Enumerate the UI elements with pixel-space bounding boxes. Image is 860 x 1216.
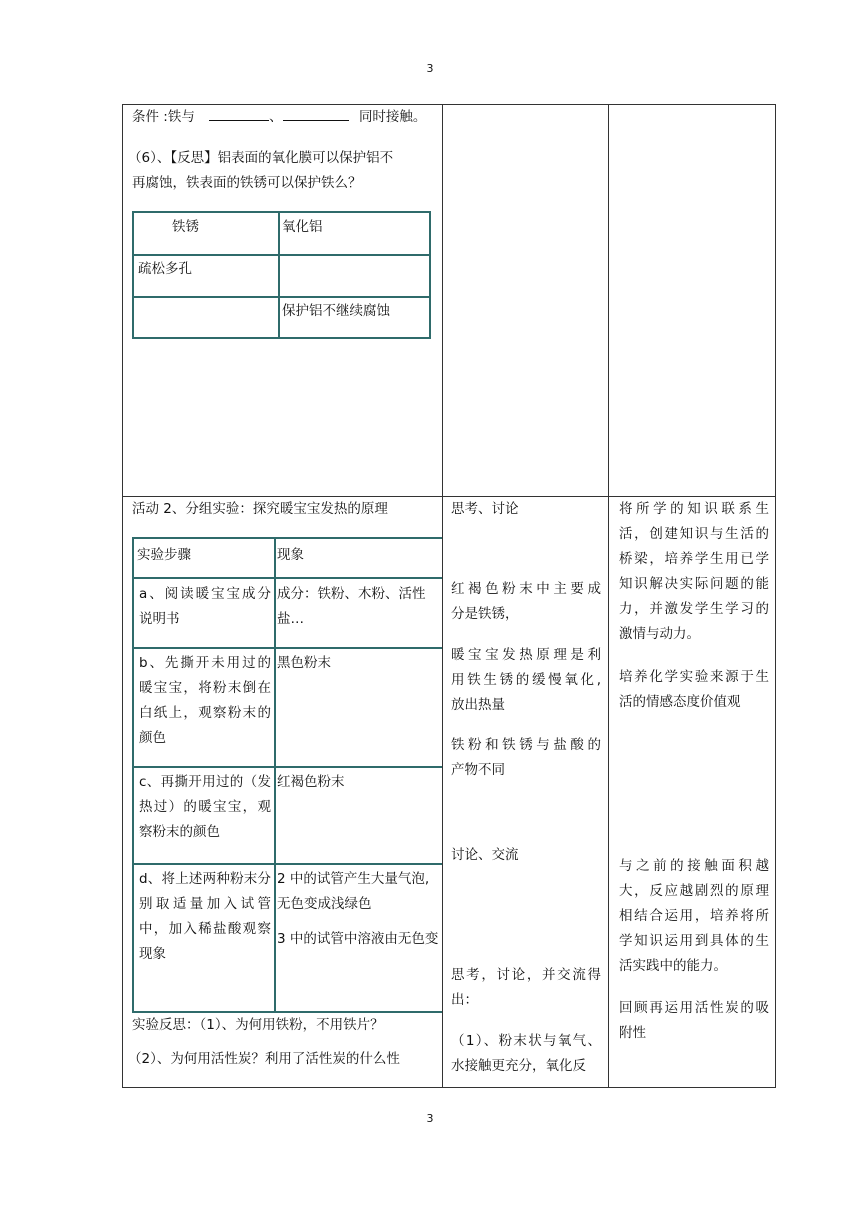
header-alumina: 氧化铝 (282, 219, 323, 235)
goal3-line: 大，反应越剧烈的原理 (619, 883, 769, 899)
rust-line: 红褐色粉末中主要成 (451, 581, 601, 597)
step-d-line: 别取适量加入试管 (139, 896, 271, 912)
goal3-line: 活实践中的能力。 (619, 958, 727, 974)
goal1-line: 将所学的知识联系生 (619, 501, 769, 517)
goal3-line: 与之前的接触面积越 (619, 858, 769, 874)
phenom-d (277, 867, 438, 952)
table-row-divider-4 (134, 863, 442, 865)
condition-prefix: 条件 :铁与 (132, 109, 195, 125)
hand-warmer-experiment-table (132, 537, 442, 1013)
step-d-line: 现象 (139, 946, 166, 962)
step-a (139, 582, 271, 632)
step-c-line: 热过）的暖宝宝，观 (139, 799, 271, 815)
step-c (139, 770, 271, 845)
phenom-c (277, 770, 345, 795)
step-c-line: c、再撕开用过的（发 (139, 774, 271, 790)
step-d-line: d、将上述两种粉末分 (139, 871, 271, 887)
goal1-line: 桥梁，培养学生用已学 (619, 551, 769, 567)
table-row-divider-2 (134, 296, 429, 298)
point1-line: 水接触更充分，氧化反 (451, 1058, 586, 1074)
goal1-line: 活，创建知识与生活的 (619, 526, 769, 542)
goal1-line: 激情与动力。 (619, 626, 700, 642)
phenom-d-line: 无色变成浅绿色 (277, 896, 372, 912)
rust-vs-alumina-table (132, 211, 431, 339)
table-col-divider (274, 539, 276, 1011)
principle-line: 用铁生锈的缓慢氧化, (451, 672, 601, 688)
step-c-line: 察粉末的颜色 (139, 824, 220, 840)
condition-separator: 、 (269, 109, 283, 125)
header-step: 实验步骤 (137, 547, 191, 563)
step-b (139, 651, 271, 751)
page-number-bottom: 3 (426, 1112, 434, 1125)
table-row-divider-1 (134, 254, 429, 256)
phenom-b-line: 黑色粉末 (277, 655, 331, 671)
row1-activity-cell (123, 105, 442, 496)
goal1-line: 知识解决实际问题的能 (619, 576, 769, 592)
intent-surface-area (619, 854, 769, 979)
goal4-line: 附性 (619, 1025, 646, 1041)
conclude-line: 出： (451, 992, 478, 1008)
phenom-d-line: 2 中的试管产生大量气泡, (277, 871, 430, 887)
table-row-divider-2 (134, 647, 442, 649)
page-number-top: 3 (426, 62, 434, 75)
goal4-line: 回顾再运用活性炭的吸 (619, 1000, 769, 1016)
table-row-divider-1 (134, 577, 442, 579)
intent-connect-life (619, 497, 769, 647)
phenom-a-line: 盐… (277, 611, 304, 627)
phenom-c-line: 红褐色粉末 (277, 774, 345, 790)
step-d (139, 867, 271, 967)
header-rust: 铁锈 (172, 219, 199, 235)
condition-blank-1[interactable] (209, 106, 269, 121)
phenom-d-line: 3 中的试管中溶液由无色变 (277, 931, 439, 947)
conclusion-intro (451, 963, 601, 1013)
discuss-exchange: 讨论、交流 (451, 847, 519, 863)
student-activity-cell (443, 497, 608, 1087)
rust-line: 分是铁锈， (451, 606, 519, 622)
goal3-line: 相结合运用，培养将所 (619, 908, 769, 924)
goal2-line: 活的情感态度价值观 (619, 694, 741, 710)
think-discuss: 思考、讨论 (451, 501, 519, 517)
experiment-reflection-1: 实验反思：（1）、为何用铁粉，不用铁片？ (132, 1017, 384, 1033)
row2-activity-cell (123, 497, 442, 1087)
design-intent-cell (609, 497, 775, 1087)
experiment-reflection-2: （2）、为何用活性炭？利用了活性炭的什么性 (128, 1051, 400, 1067)
rust-porous: 疏松多孔 (138, 261, 192, 277)
acid-line: 产物不同 (451, 762, 505, 778)
goal2-line: 培养化学实验来源于生 (619, 669, 769, 685)
phenom-b (277, 651, 331, 676)
table-col-divider (278, 213, 280, 337)
rust-conclusion (451, 577, 601, 627)
condition-line (132, 105, 426, 130)
condition-blank-2[interactable] (283, 106, 349, 121)
step-b-line: 颜色 (139, 730, 166, 746)
conclude-line: 思考，讨论，并交流得 (451, 967, 601, 983)
step-b-line: b、先撕开未用过的 (139, 655, 271, 671)
step-b-line: 白纸上，观察粉末的 (139, 705, 271, 721)
step-a-line: 说明书 (139, 611, 180, 627)
principle-line: 暖宝宝发热原理是利 (451, 647, 601, 663)
goal3-line: 学知识运用到具体的生 (619, 933, 769, 949)
phenom-a (277, 582, 426, 632)
heating-principle (451, 643, 601, 718)
point1-line: （1）、粉末状与氧气、 (451, 1033, 601, 1049)
reflect-line-2: 再腐蚀，铁表面的铁锈可以保护铁么？ (132, 175, 362, 191)
header-phenomenon: 现象 (277, 547, 304, 563)
step-b-line: 暖宝宝，将粉末倒在 (139, 680, 271, 696)
step-d-line: 中，加入稀盐酸观察 (139, 921, 271, 937)
acid-products (451, 733, 601, 783)
lesson-table (122, 104, 776, 1088)
intent-values (619, 665, 769, 715)
intent-activated-carbon (619, 996, 769, 1046)
goal1-line: 力，并激发学生学习的 (619, 601, 769, 617)
reflect-line-1: （6）、【反思】铝表面的氧化膜可以保护铝不 (128, 150, 394, 166)
table-row-divider-3 (134, 766, 442, 768)
activity-2-title: 活动 2、分组实验：探究暖宝宝发热的原理 (132, 501, 388, 517)
condition-suffix: 同时接触。 (358, 109, 427, 125)
phenom-a-line: 成分：铁粉、木粉、活性 (277, 586, 426, 602)
principle-line: 放出热量 (451, 697, 505, 713)
conclusion-point-1 (451, 1029, 601, 1079)
acid-line: 铁粉和铁锈与盐酸的 (451, 737, 601, 753)
step-a-line: a、阅读暖宝宝成分 (139, 586, 271, 602)
alumina-protects: 保护铝不继续腐蚀 (282, 303, 390, 319)
